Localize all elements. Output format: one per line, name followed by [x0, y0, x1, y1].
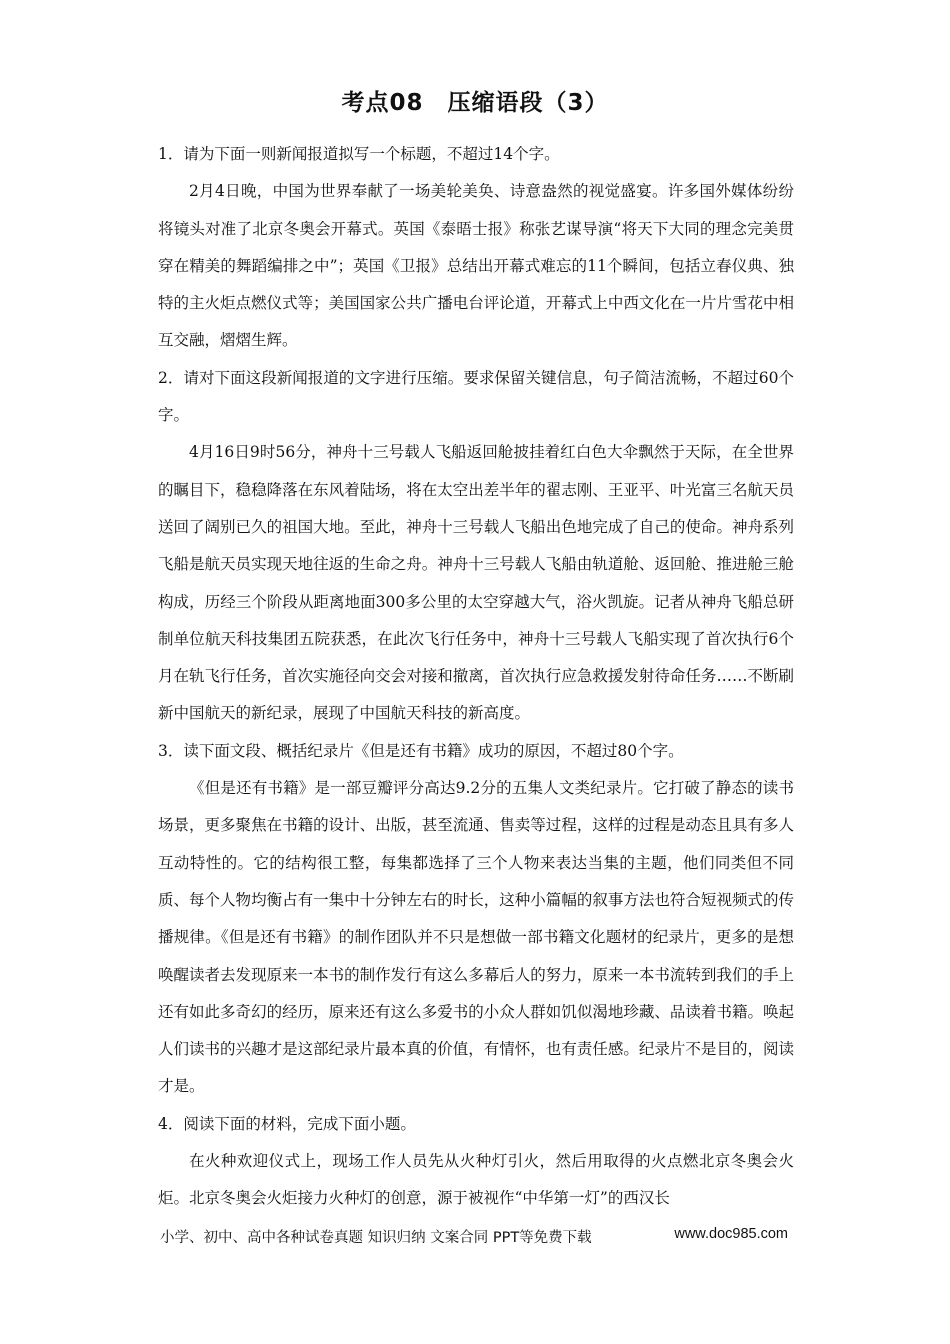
question-2: 2．请对下面这段新闻报道的文字进行压缩。要求保留关键信息，句子简洁流畅，不超过60个字。: [158, 368, 794, 425]
document-body: [158, 136, 794, 1218]
passage-4: 在火种欢迎仪式上，现场工作人员先从火种灯引火，然后用取得的火点燃北京冬奥会火炬。北京冬奥会火炬接力火种灯的创意，源于被视作“中华第一灯”的西汉长: [158, 1152, 794, 1208]
page-title: 考点08 压缩语段（3）: [341, 90, 609, 116]
passage-1: 2月4日晚，中国为世界奉献了一场美轮美奂、诗意盎然的视觉盛宴。许多国外媒体纷纷将镜头对准了北京冬奥会开幕式。英国《泰晤士报》称张艺谋导演“将天下大同的理念完美贯穿在精美的舞蹈编排之中”；英国《卫报》总结出开幕式难忘的11个瞬间，包括立春仪典、独特的主火炬点燃仪式等；美国国家公共广播电台评论道，开幕式上中西文化在一片片雪花中相互交融，熠熠生辉。: [158, 182, 794, 350]
footer-link[interactable]: www.doc985.com: [674, 1226, 788, 1242]
question-3: 3．读下面文段、概括纪录片《但是还有书籍》成功的原因，不超过80个字。: [158, 741, 684, 760]
footer-text: 小学、初中、高中各种试卷真题 知识归纳 文案合同 PPT等免费下载: [160, 1230, 592, 1246]
question-4: 4．阅读下面的材料，完成下面小题。: [158, 1114, 416, 1133]
passage-2: 4月16日9时56分，神舟十三号载人飞船返回舱披挂着红白色大伞飘然于天际，在全世界的瞩目下，稳稳降落在东风着陆场，将在太空出差半年的翟志刚、王亚平、叶光富三名航天员送回了阔别已久的祖国大地。至此，神舟十三号载人飞船出色地完成了自己的使命。神舟系列飞船是航天员实现天地往返的生命之舟。神舟十三号载人飞船由轨道舱、返回舱、推进舱三舱构成，历经三个阶段从距离地面300多公里的太空穿越大气，浴火凯旋。记者从神舟飞船总研制单位航天科技集团五院获悉，在此次飞行任务中，神舟十三号载人飞船实现了首次执行6个月在轨飞行任务，首次实施径向交会对接和撤离，首次执行应急救援发射待命任务……不断刷新中国航天的新纪录，展现了中国航天科技的新高度。: [158, 443, 794, 723]
question-1: 1．请为下面一则新闻报道拟写一个标题，不超过14个字。: [158, 145, 560, 163]
passage-3: 《但是还有书籍》是一部豆瓣评分高达9.2分的五集人文类纪录片。它打破了静态的读书场景，更多聚焦在书籍的设计、出版，甚至流通、售卖等过程，这样的过程是动态且具有多人互动特性的。它的结构很工整，每集都选择了三个人物来表达当集的主题，他们同类但不同质、每个人物均衡占有一集中十分钟左右的时长，这种小篇幅的叙事方法也符合短视频式的传播规律。《但是还有书籍》的制作团队并不只是想做一部书籍文化题材的纪录片，更多的是想唤醒读者去发现原来一本书的制作发行有这么多幕后人的努力，原来一本书流转到我们的手上还有如此多奇幻的经历，原来还有这么多爱书的小众人群如饥似渴地珍藏、品读着书籍。唤起人们读书的兴趣才是这部纪录片最本真的价值，有情怀，也有责任感。纪录片不是目的，阅读才是。: [158, 779, 794, 1096]
page-footer: [160, 1226, 788, 1247]
